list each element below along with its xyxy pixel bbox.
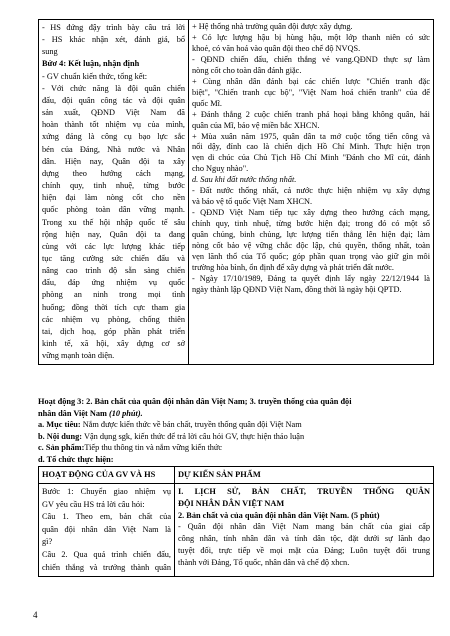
text-line: chiến thắng và trưởng thành quân xyxy=(42,562,171,572)
text-line: - Quân đội nhân dân Việt Nam mang bản chất của giai cấp xyxy=(178,522,430,532)
product-line: c. Sản phẩm:Tiếp thu thông tin và nắm vững kiến thức xyxy=(38,443,223,452)
table-header-row xyxy=(39,467,434,484)
text-line: Trong xu thế hội nhập quốc tế sâu xyxy=(42,217,185,227)
text-line: đấu, đáp ứng nhiệm vụ quốc xyxy=(42,278,185,288)
text-line: đấu, đội quân công tác và đội quân xyxy=(42,95,185,105)
text-line: - HS đứng đậy trình bày câu trả lời xyxy=(42,23,185,32)
text-line: GV yêu cầu HS trả lời câu hỏi: xyxy=(42,499,145,509)
goal-line: a. Mục tiêu: Nắm được kiến thức về bản chất, truyền thống quân đội Việt Nam xyxy=(38,420,302,429)
text-line: quân chủng, binh chủng, lực lượng tiến thẳng lên hiện đại; làm xyxy=(192,230,430,240)
content-table-top xyxy=(38,19,434,365)
text-line: sung xyxy=(42,47,58,57)
right-column-cell xyxy=(175,484,434,577)
text-line: Bứơ 4: Kết luận, nhận định xyxy=(42,59,140,69)
table-row xyxy=(39,20,434,365)
text-line: vẹn lãnh thổ của Tổ quốc; góp phần quan trọng vào giữ gìn môi xyxy=(192,252,430,262)
content-line: b. Nội dung: Vận dụng sgk, kiến thức để trả lời câu hỏi GV, thực hiện thảo luận xyxy=(38,431,305,441)
text-line: dựng theo hướng cách mạng, xyxy=(42,168,185,178)
text-line: trường hòa bình, ổn định để xây dựng và phát triển đất nước. xyxy=(192,262,394,272)
text-line: - QĐND chiến đấu, chiến thắng vẻ vang.QĐND thực sự làm xyxy=(192,54,430,64)
text-line: và bảo vệ tổ quốc Việt Nam XHCN. xyxy=(192,197,313,207)
text-line: quân đội nhân dân Việt Nam là xyxy=(42,524,171,534)
header-activities: HOẠT ĐỘNG CỦA GV VÀ HS xyxy=(39,467,175,484)
text-line: tai, dịch hoạ, góp phần phát triển xyxy=(42,326,185,336)
text-line: d. Sau khi đất nước thống nhất. xyxy=(192,175,297,185)
text-line: cùng với các lực lượng khác tiếp xyxy=(42,241,185,251)
text-line: + Mùa xuân năm 1975, quân dân ta mở cuộc tổng tiến công và xyxy=(192,131,430,141)
text-line: sản xuất, QĐND Việt Nam đã xyxy=(42,108,185,118)
text-line: dân. Hiện nay, Quân đội ta xây xyxy=(42,156,185,166)
text-line: quốc phòng toàn dân vững mạnh. xyxy=(42,205,185,215)
text-line: tuyệt đối, trực tiếp về mọi mặt của Đảng; Luôn tuyệt đối trung xyxy=(178,545,430,555)
text-line: chính quy, tinh nhuệ, từng bước hiện đại; trong đó có một số xyxy=(192,219,430,229)
text-line: quốc Mĩ. xyxy=(192,98,222,108)
text-line: 2. Bản chất và của quân đội nhân dân Việt Nam. (5 phút) xyxy=(178,510,380,520)
text-line: - QĐND Việt Nam tiếp tục xây dựng theo hướng cách mạng, xyxy=(192,208,430,218)
text-line: nâng cao trình độ sẵn sàng chiến xyxy=(42,266,185,276)
text-line: Câu 2. Qua quá trình chiến đấu, xyxy=(42,549,171,559)
left-column-cell xyxy=(39,20,189,365)
text-line: ĐỘI NHÂN DÂN VIỆT NAM xyxy=(178,498,285,508)
text-line: kinh tế, xã hội, xây dựng cơ sở xyxy=(42,339,185,349)
text-line: biệt", "Chiến tranh cục bộ", "Việt Nam hoá chiến tranh" của đế xyxy=(192,87,430,97)
text-line: bén của Đảng, Nhà nước và Nhân xyxy=(42,144,185,154)
text-line: nòng cốt bảo vệ vững chắc độc lập, chủ quyền, thống nhất, toàn xyxy=(192,241,430,251)
activity-heading-continued: nhân dân Việt Nam (10 phút). xyxy=(38,408,143,418)
text-line: hiện đại làm nòng cốt cho nền xyxy=(42,193,185,203)
text-line: I. LỊCH SỬ, BẢN CHẤT, TRUYỀN THỐNG QUÂN xyxy=(178,487,430,496)
text-line: - Ngày 17/10/1989, Đảng ta quyết định lấy ngày 22/12/1944 là xyxy=(192,273,430,283)
text-line: hoàn thành tốt nhiệm vụ của mình, xyxy=(42,120,185,130)
text-line: - Với chức năng là đội quân chiến xyxy=(42,83,185,93)
header-expected-products: DỰ KIẾN SẢN PHẨM xyxy=(175,467,434,484)
text-line: - HS khác nhận xét, đánh giá, bổ xyxy=(42,35,185,45)
text-line: + Cùng nhân dân đánh bại các chiến lược "Chiến tranh đặc xyxy=(192,76,430,86)
text-line: khoẻ, có văn hoá vào quân đội theo chế độ NVQS. xyxy=(192,43,361,53)
text-line: gì? xyxy=(42,537,53,547)
text-line: chính quy, tinh nhuệ, từng bước xyxy=(42,181,185,191)
text-line: cho Nguỵ nhào". xyxy=(192,164,249,174)
right-column-cell xyxy=(189,20,434,365)
text-line: - GV chuẩn kiến thức, tổng kết: xyxy=(42,71,148,81)
table-row xyxy=(39,484,434,577)
text-line: + Có lực lượng hậu bị hùng hậu, một lớp thanh niên có sức xyxy=(192,32,430,42)
organization-line: d. Tổ chức thực hiện: xyxy=(38,454,114,464)
text-line: Bước 1: Chuyển giao nhiệm vụ xyxy=(42,487,171,496)
text-line: thành với Đảng, Tổ quốc, nhân dân và chế độ xhcn. xyxy=(178,557,350,567)
text-line: huống; đồng thời tích cực tham gia xyxy=(42,302,185,312)
text-line: ngày thành lập QĐND Việt Nam, đồng thời là ngày hội QPTD. xyxy=(192,284,402,294)
text-line: vững mạnh toàn diện. xyxy=(42,351,115,361)
text-line: - Đất nước thống nhất, cả nước thực hiện nhiệm vụ xây dựng xyxy=(192,186,430,196)
left-column-cell xyxy=(39,484,175,577)
activity-heading: Hoạt động 3: 2. Bản chất của quân đội nhân dân Việt Nam; 3. truyền thống của quân đội xyxy=(38,397,352,406)
text-line: quân của Mĩ, bảo vệ miền bắc XHCN. xyxy=(192,120,320,130)
text-line: rộng hiện nay, Quân đội ta đang xyxy=(42,229,185,239)
text-line: vẹn di chúc của Chủ Tịch Hồ Chí Minh "Đánh cho Mĩ cút, đánh xyxy=(192,153,430,163)
activity-section xyxy=(38,396,433,465)
text-line: các nhiệm vụ phòng, chống thiên xyxy=(42,314,185,324)
text-line: công nhân, tính nhân dân và tính dân tộc, đặt dưới sự lãnh đạo xyxy=(178,534,430,544)
text-line: phòng an ninh trong mọi tình xyxy=(42,290,185,300)
page-number: 4 xyxy=(33,610,38,620)
text-line: + Đánh thắng 2 cuộc chiến tranh phá hoại bằng không quân, hải xyxy=(192,109,430,119)
content-table-bottom xyxy=(38,466,434,577)
text-line: xứng đáng là công cụ bạo lực sắc xyxy=(42,132,185,142)
text-line: nổi dậy, đỉnh cao là chiến dịch Hồ Chí Minh. Thực hiện trọn xyxy=(192,142,430,152)
text-line: + Hệ thống nhà trường quân đội được xây dựng. xyxy=(192,22,353,31)
text-line: tục tăng cường sức chiến đấu và xyxy=(42,253,185,263)
text-line: Câu 1. Theo em, bản chất của xyxy=(42,512,171,522)
text-line: nòng cốt cho toàn dân đánh giặc. xyxy=(192,65,302,75)
